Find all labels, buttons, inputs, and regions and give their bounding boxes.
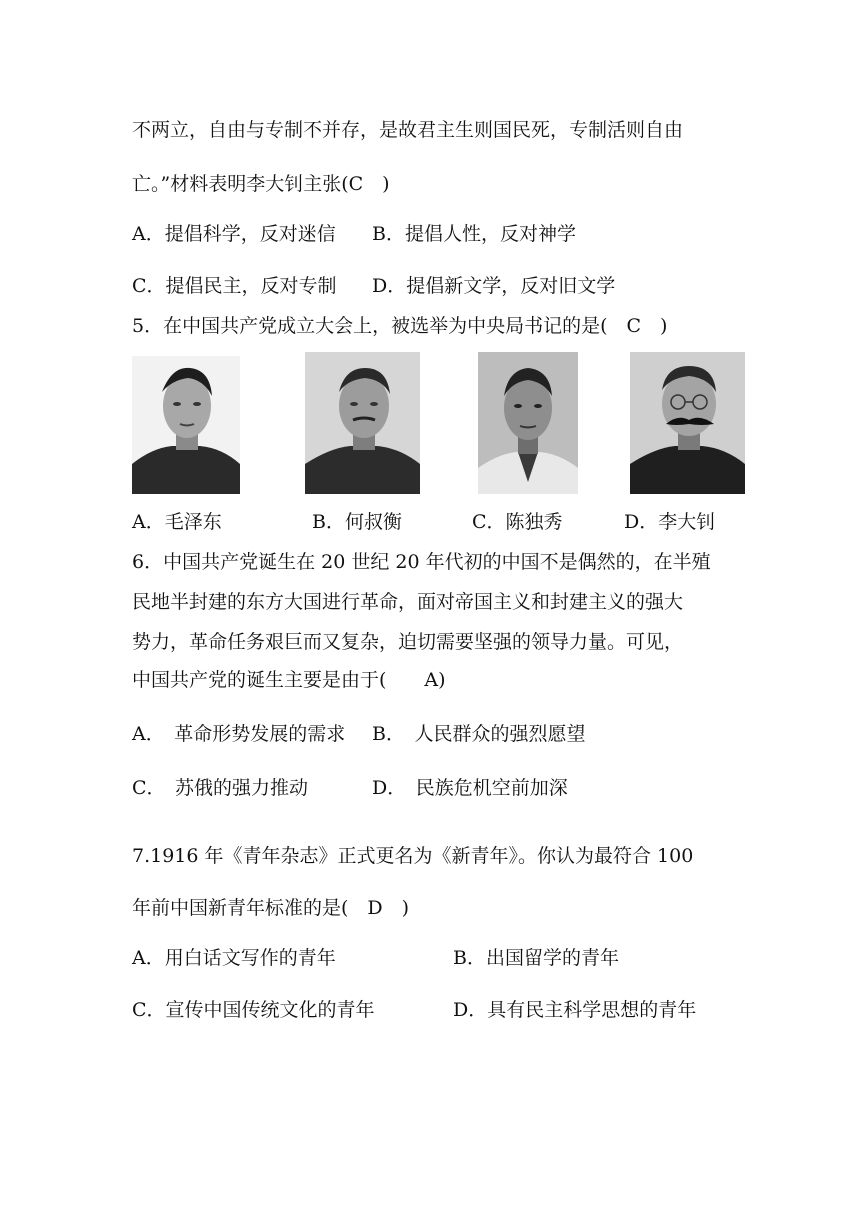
q7-line-1: 7.1916 年《青年杂志》正式更名为《新青年》。你认为最符合 100 [132, 845, 694, 867]
q4-option-b: B．提倡人性，反对神学 [372, 223, 576, 245]
q5-option-a: A．毛泽东 [132, 511, 222, 533]
q7-option-b: B．出国留学的青年 [453, 947, 619, 969]
q7-option-c: C．宣传中国传统文化的青年 [132, 999, 375, 1021]
portrait-photo-a [132, 356, 240, 494]
q4-option-c: C．提倡民主，反对专制 [132, 275, 337, 297]
q5-option-d: D．李大钊 [624, 511, 716, 533]
q4-option-a: A．提倡科学，反对迷信 [132, 223, 336, 245]
q4-line-2: 亡。”材料表明李大钊主张(C ) [132, 173, 390, 195]
portrait-photo-c [478, 352, 578, 494]
q6-line-1: 6．中国共产党诞生在 20 世纪 20 年代初的中国不是偶然的，在半殖 [132, 551, 711, 573]
q5-option-b: B．何叔衡 [312, 511, 402, 533]
q4-option-d: D．提倡新文学，反对旧文学 [372, 275, 616, 297]
q4-line-1: 不两立，自由与专制不并存，是故君主生则国民死，专制活则自由 [132, 119, 684, 141]
q6-line-4: 中国共产党的诞生主要是由于( A) [132, 669, 446, 691]
q6-option-b: B． 人民群众的强烈愿望 [372, 723, 586, 745]
q6-option-c: C． 苏俄的强力推动 [132, 777, 309, 799]
q6-option-a: A． 革命形势发展的需求 [132, 723, 346, 745]
q6-line-2: 民地半封建的东方大国进行革命，面对帝国主义和封建主义的强大 [132, 591, 684, 613]
q6-option-d: D． 民族危机空前加深 [372, 777, 568, 799]
portrait-photo-b [305, 352, 420, 494]
q7-option-d: D．具有民主科学思想的青年 [453, 999, 697, 1021]
q7-line-2: 年前中国新青年标准的是( D ) [132, 897, 410, 919]
portrait-photo-d [630, 352, 745, 494]
q7-option-a: A．用白话文写作的青年 [132, 947, 336, 969]
q6-line-3: 势力，革命任务艰巨而又复杂，迫切需要坚强的领导力量。可见， [132, 631, 684, 653]
q5-option-c: C．陈独秀 [472, 511, 563, 533]
q5-stem: 5．在中国共产党成立大会上，被选举为中央局书记的是( C ) [132, 315, 668, 337]
